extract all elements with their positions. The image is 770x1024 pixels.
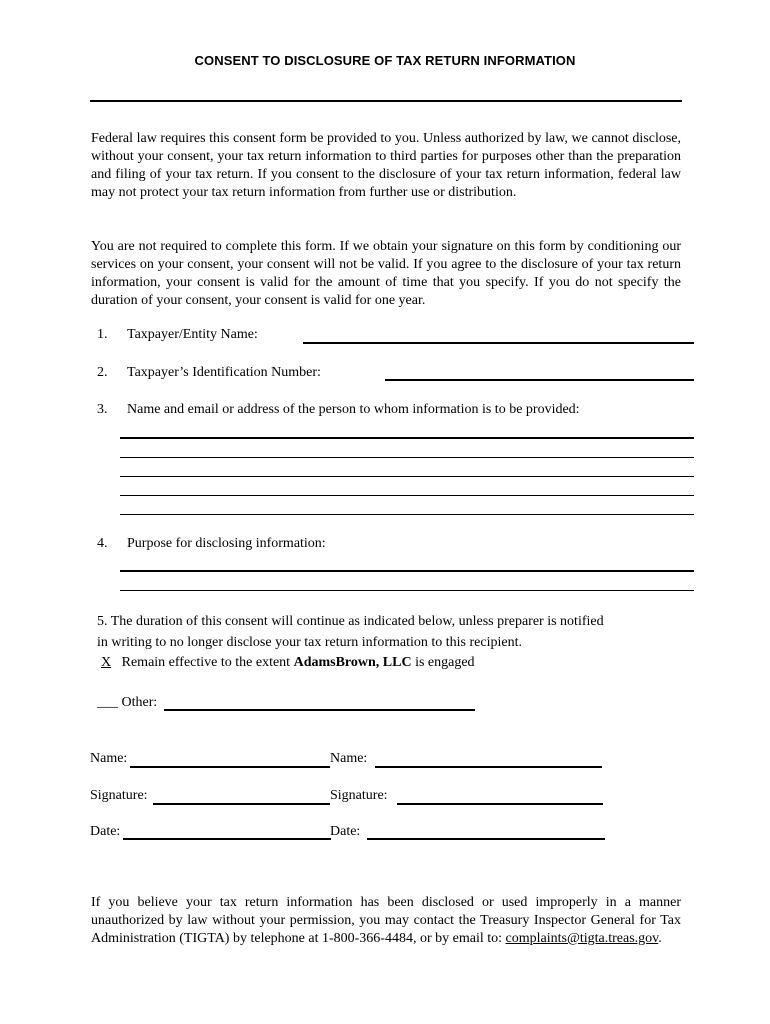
duration-option-remain <box>101 655 475 671</box>
taxpayer-name-field[interactable] <box>303 342 694 344</box>
taxpayer-name-label: Taxpayer/Entity Name: <box>127 327 258 342</box>
recipient-label: Name and email or address of the person to whom information is to be provided: <box>127 402 580 417</box>
right-signature-field[interactable] <box>397 803 603 805</box>
purpose-label: Purpose for disclosing information: <box>127 536 326 551</box>
tigta-notice-period: . <box>658 931 662 946</box>
page-title: CONSENT TO DISCLOSURE OF TAX RETURN INFORMATION <box>194 53 576 68</box>
left-date-field[interactable] <box>123 838 331 840</box>
intro-paragraph-1: Federal law requires this consent form be provided to you. Unless authorized by law, we cannot disclose, without your consent, your tax return information to third parties for purposes other than the preparation and filing of your tax return. If you consent to the disclosure of your tax return information, federal law may not protect your tax return information from further use or distribution. <box>91 131 681 200</box>
tigta-email-link[interactable]: complaints@tigta.treas.gov <box>505 931 659 946</box>
right-date-field[interactable] <box>367 838 605 840</box>
recipient-field-line[interactable] <box>120 457 694 458</box>
left-signature-label: Signature: <box>90 788 148 803</box>
taxpayer-id-field[interactable] <box>385 379 694 381</box>
tigta-notice-text: If you believe your tax return information has been disclosed or used improperly in a manner unauthorized by law without your permission, you may contact the Treasury Inspector General for Tax Administration (TIGTA) by telephone at 1-800-366-4484, or by email to: <box>91 895 681 946</box>
item-1-number: 1. <box>97 327 108 342</box>
purpose-field-line[interactable] <box>120 590 694 591</box>
left-signature-field[interactable] <box>153 803 330 805</box>
duration-text-line-1: 5. The duration of this consent will continue as indicated below, unless preparer is notified <box>97 614 604 629</box>
intro-paragraph-2: You are not required to complete this form. If we obtain your signature on this form by conditioning our services on your consent, your consent will not be valid. If you agree to the disclosure of your tax return information, your consent is valid for the amount of time that you specify. If you do not specify the duration of your consent, your consent is valid for one year. <box>91 239 681 308</box>
taxpayer-id-label: Taxpayer’s Identification Number: <box>127 365 321 380</box>
recipient-field-line[interactable] <box>120 437 694 439</box>
recipient-field-line[interactable] <box>120 514 694 515</box>
duration-text-line-2: in writing to no longer disclose your tax return information to this recipient. <box>97 635 522 650</box>
left-name-label: Name: <box>90 751 128 766</box>
item-4-number: 4. <box>97 536 108 551</box>
recipient-field-line[interactable] <box>120 476 694 477</box>
left-date-label: Date: <box>90 824 121 839</box>
other-label: Other: <box>121 695 158 710</box>
purpose-field-line[interactable] <box>120 570 694 572</box>
item-2-number: 2. <box>97 365 108 380</box>
remain-effective-checkmark[interactable]: X <box>101 655 112 670</box>
recipient-field-line[interactable] <box>120 495 694 496</box>
remain-effective-text: Remain effective to the extent <box>121 655 291 670</box>
item-3-number: 3. <box>97 402 108 417</box>
firm-name: AdamsBrown, LLC <box>293 655 412 670</box>
other-duration-field[interactable] <box>164 709 475 711</box>
duration-option-other <box>97 695 157 711</box>
right-name-field[interactable] <box>375 766 602 768</box>
title-divider <box>90 100 682 102</box>
tigta-notice <box>91 894 681 948</box>
remain-effective-suffix: is engaged <box>415 655 475 670</box>
left-name-field[interactable] <box>130 766 330 768</box>
right-date-label: Date: <box>330 824 361 839</box>
other-checkbox-blank[interactable]: ___ <box>97 695 118 710</box>
right-name-label: Name: <box>330 751 368 766</box>
right-signature-label: Signature: <box>330 788 388 803</box>
